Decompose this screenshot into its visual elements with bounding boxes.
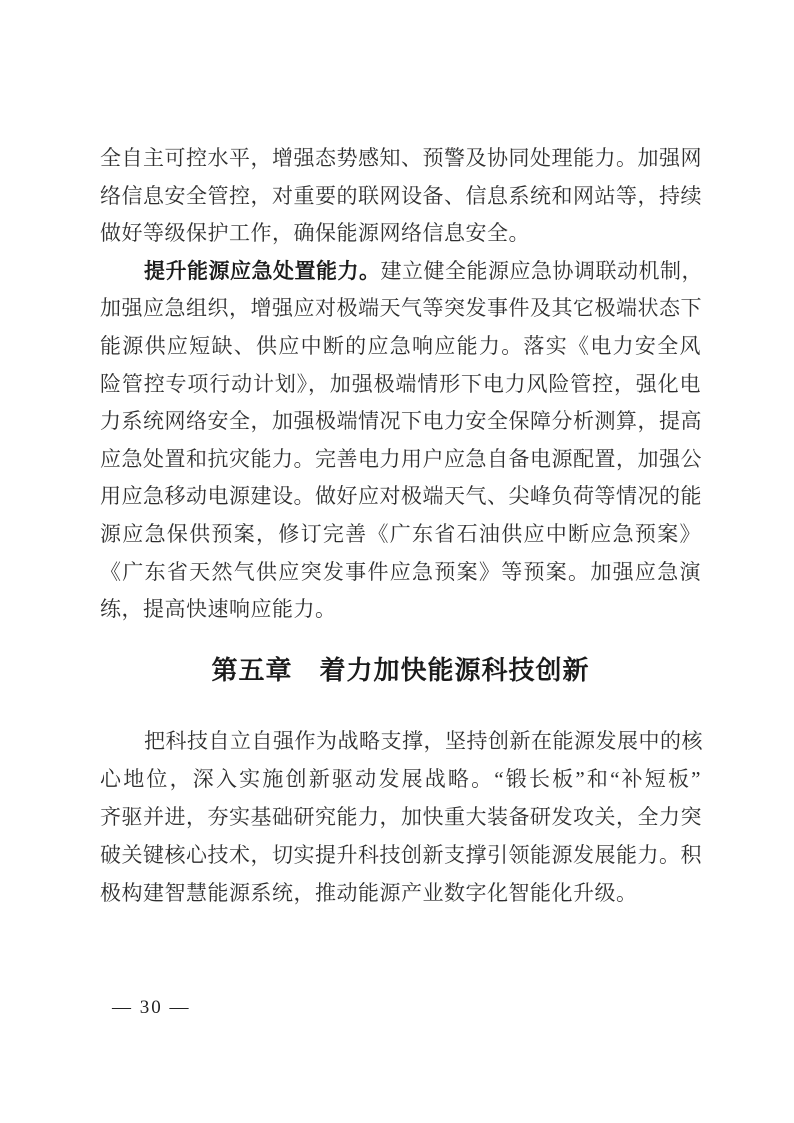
body-line: 险管控专项行动计划》，加强极端情形下电力风险管控，强化电 [100, 371, 701, 396]
body-line: 源应急保供预案，修订完善《广东省石油供应中断应急预案》 [100, 521, 701, 546]
paragraph-lead-bold: 提升能源应急处置能力。 [144, 258, 381, 283]
body-text-block-lower [100, 722, 701, 912]
body-line: 心地位，深入实施创新驱动发展战略。“锻长板”和“补短板” [100, 767, 701, 791]
paragraph-lead-rest: 建立健全能源应急协调联动机制， [380, 258, 703, 283]
body-line: 做好等级保护工作，确保能源网络信息安全。 [100, 221, 530, 246]
body-text-block-upper [100, 140, 701, 629]
body-line: 《广东省天然气供应突发事件应急预案》等预案。加强应急演 [100, 559, 701, 584]
body-line-paragraph-start: 把科技自立自强作为战略支撑，坚持创新在能源发展中的核 [144, 729, 703, 753]
body-line: 用应急移动电源建设。做好应对极端天气、尖峰负荷等情况的能 [100, 484, 702, 509]
body-line: 络信息安全管控，对重要的联网设备、信息系统和网站等，持续 [100, 183, 702, 208]
body-line: 练，提高快速响应能力。 [100, 597, 337, 622]
body-line: 齐驱并进，夯实基础研究能力，加快重大装备研发攻关，全力突 [100, 805, 702, 829]
body-line-paragraph-start [100, 253, 701, 291]
chapter-heading: 第五章 着力加快能源科技创新 [211, 656, 590, 685]
body-line: 应急处置和抗灾能力。完善电力用户应急自备电源配置，加强公 [100, 446, 702, 471]
body-line: 极构建智慧能源系统，推动能源产业数字化智能化升级。 [100, 881, 638, 905]
body-line: 全自主可控水平，增强态势感知、预警及协同处理能力。加强网 [100, 146, 702, 170]
body-line: 加强应急组织，增强应对极端天气等突发事件及其它极端状态下 [100, 296, 702, 321]
body-line: 力系统网络安全，加强极端情况下电力安全保障分析测算，提高 [100, 409, 702, 434]
body-line: 破关键核心技术，切实提升科技创新支撑引领能源发展能力。积 [100, 843, 702, 867]
body-line: 能源供应短缺、供应中断的应急响应能力。落实《电力安全风 [100, 333, 701, 358]
page-number: — 30 — [112, 997, 191, 1018]
